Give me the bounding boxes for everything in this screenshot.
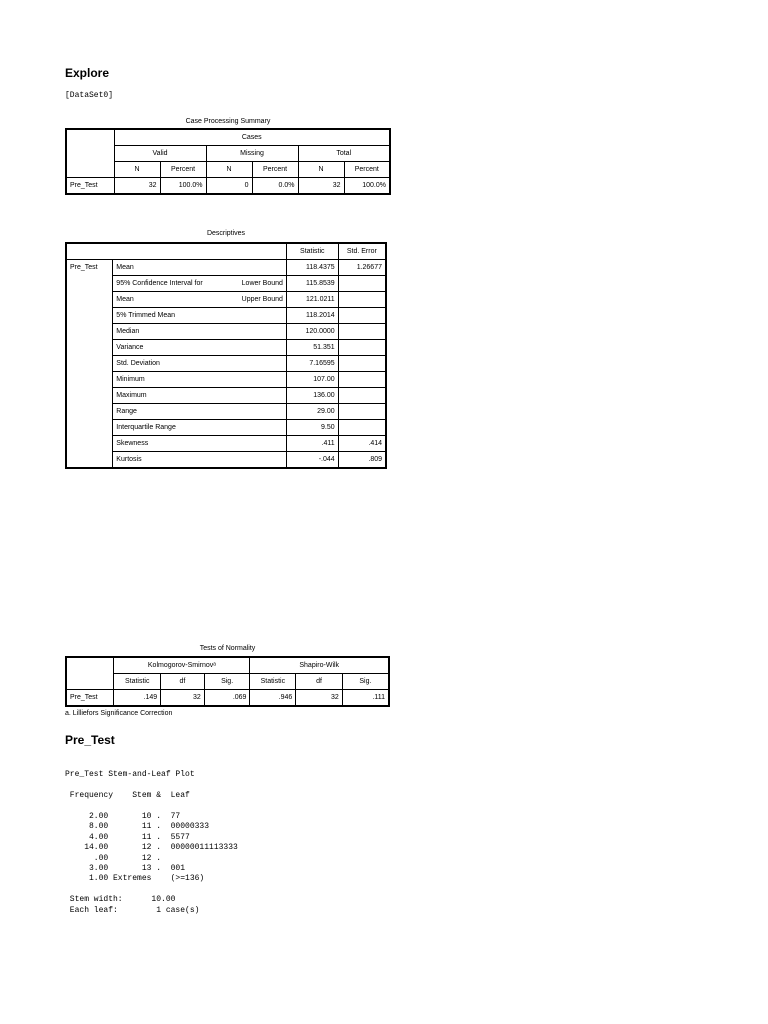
- each-leaf-line: Each leaf: 1 case(s): [65, 906, 200, 915]
- column-header: Sig.: [204, 674, 250, 690]
- group-header: Valid: [114, 146, 206, 162]
- stat-value: 136.00: [286, 388, 338, 404]
- table-cell: .111: [342, 690, 389, 707]
- stat-name: Median: [113, 324, 287, 340]
- dataset-label: [DataSet0]: [65, 91, 114, 100]
- group-header: Kolmogorov-Smirnovᵃ: [114, 657, 250, 674]
- stat-error: .414: [338, 436, 386, 452]
- cases-header: Cases: [114, 129, 390, 146]
- stem-leaf-line: 14.00 12 . 00000011113333: [65, 843, 238, 853]
- stat-value: 107.00: [286, 372, 338, 388]
- column-header: Percent: [160, 162, 206, 178]
- stat-name: Maximum: [113, 388, 287, 404]
- descriptives-table: [65, 242, 387, 469]
- column-header: Sig.: [342, 674, 389, 690]
- stem-leaf-title: Pre_Test Stem-and-Leaf Plot: [65, 770, 195, 779]
- table-cell: 32: [296, 690, 343, 707]
- table-row: [66, 436, 386, 452]
- table-cell: 0: [206, 178, 252, 195]
- column-header: Std. Error: [338, 243, 386, 260]
- table-cell: 32: [161, 690, 205, 707]
- table-cell: 0.0%: [252, 178, 298, 195]
- row-label: Pre_Test: [66, 260, 113, 469]
- stat-value: 121.0211: [286, 292, 338, 308]
- stat-name: Mean: [113, 260, 287, 276]
- table-cell: 100.0%: [160, 178, 206, 195]
- stat-error: [338, 372, 386, 388]
- stat-error: 1.26677: [338, 260, 386, 276]
- column-header: Statistic: [114, 674, 161, 690]
- stat-error: [338, 276, 386, 292]
- descriptives-title: Descriptives: [206, 230, 246, 237]
- column-header: N: [298, 162, 344, 178]
- stat-subname: Lower Bound: [241, 280, 283, 287]
- corner-cell: [66, 129, 114, 178]
- corner-cell: [66, 657, 114, 690]
- column-header: N: [114, 162, 160, 178]
- table-row: [66, 324, 386, 340]
- stat-name: Skewness: [113, 436, 287, 452]
- stem-leaf-line: 4.00 11 . 5577: [65, 832, 190, 842]
- stat-error: [338, 340, 386, 356]
- table-row: [66, 388, 386, 404]
- stat-value: 120.0000: [286, 324, 338, 340]
- table-cell: 32: [114, 178, 160, 195]
- stat-value: 118.2014: [286, 308, 338, 324]
- stat-error: [338, 420, 386, 436]
- table-cell: 32: [298, 178, 344, 195]
- stat-error: [338, 388, 386, 404]
- stat-value: -.044: [286, 452, 338, 469]
- table-row: [66, 356, 386, 372]
- stat-value: 7.16595: [286, 356, 338, 372]
- stem-leaf-line: 3.00 13 . 001: [65, 864, 186, 874]
- stat-value: .411: [286, 436, 338, 452]
- stat-subname: Upper Bound: [241, 296, 283, 303]
- column-header: Percent: [344, 162, 390, 178]
- row-label: Pre_Test: [66, 178, 114, 195]
- normality-footnote: a. Lilliefors Significance Correction: [65, 710, 173, 717]
- normality-title: Tests of Normality: [199, 645, 256, 652]
- row-label: Pre_Test: [66, 690, 114, 707]
- stem-leaf-body: [65, 812, 238, 885]
- stem-leaf-header: Frequency Stem & Leaf: [65, 791, 190, 800]
- stat-name: Kurtosis: [113, 452, 287, 469]
- stat-error: [338, 356, 386, 372]
- column-header: N: [206, 162, 252, 178]
- table-row: [66, 178, 390, 195]
- stat-value: 29.00: [286, 404, 338, 420]
- column-header: Statistic: [286, 243, 338, 260]
- table-row: [66, 260, 386, 276]
- stat-value: 51.351: [286, 340, 338, 356]
- table-row: [66, 308, 386, 324]
- explore-heading: Explore: [65, 66, 110, 80]
- stat-name: Minimum: [113, 372, 287, 388]
- group-header: Missing: [206, 146, 298, 162]
- stat-name: 5% Trimmed Mean: [113, 308, 287, 324]
- table-row: [66, 292, 386, 308]
- stat-value: 118.4375: [286, 260, 338, 276]
- table-cell: .069: [204, 690, 250, 707]
- stat-name: Std. Deviation: [113, 356, 287, 372]
- column-header: Statistic: [250, 674, 296, 690]
- table-row: [66, 340, 386, 356]
- column-header: Percent: [252, 162, 298, 178]
- stat-name: Range: [113, 404, 287, 420]
- stat-value: 115.8539: [286, 276, 338, 292]
- stat-name: Interquartile Range: [113, 420, 287, 436]
- column-header: df: [296, 674, 343, 690]
- normality-table: [65, 656, 390, 707]
- table-cell: .149: [114, 690, 161, 707]
- stat-name: Mean Upper Bound: [113, 292, 287, 308]
- group-header: Total: [298, 146, 390, 162]
- group-header: Shapiro-Wilk: [250, 657, 389, 674]
- corner-cell: [66, 243, 286, 260]
- stem-leaf-line: 1.00 Extremes (>=136): [65, 874, 205, 884]
- table-row: [66, 372, 386, 388]
- stem-leaf-line: 8.00 11 . 00000333: [65, 822, 210, 832]
- stat-name: Variance: [113, 340, 287, 356]
- pretest-heading: Pre_Test: [65, 733, 115, 747]
- table-cell: 100.0%: [344, 178, 390, 195]
- stem-leaf-line: 2.00 10 . 77: [65, 812, 181, 821]
- case-summary-title: Case Processing Summary: [185, 118, 271, 125]
- stat-value: 9.50: [286, 420, 338, 436]
- stat-name: 95% Confidence Interval for Lower Bound: [113, 276, 287, 292]
- table-cell: .946: [250, 690, 296, 707]
- stat-error: [338, 308, 386, 324]
- table-row: [66, 452, 386, 469]
- case-summary-table: [65, 128, 391, 195]
- table-row: [66, 420, 386, 436]
- stat-error: [338, 292, 386, 308]
- column-header: df: [161, 674, 205, 690]
- stem-width-line: Stem width: 10.00: [65, 895, 176, 904]
- stat-error: [338, 324, 386, 340]
- stem-leaf-line: .00 12 .: [65, 853, 162, 863]
- table-row: [66, 690, 389, 707]
- stat-error: [338, 404, 386, 420]
- table-row: [66, 404, 386, 420]
- table-row: [66, 276, 386, 292]
- stat-error: .809: [338, 452, 386, 469]
